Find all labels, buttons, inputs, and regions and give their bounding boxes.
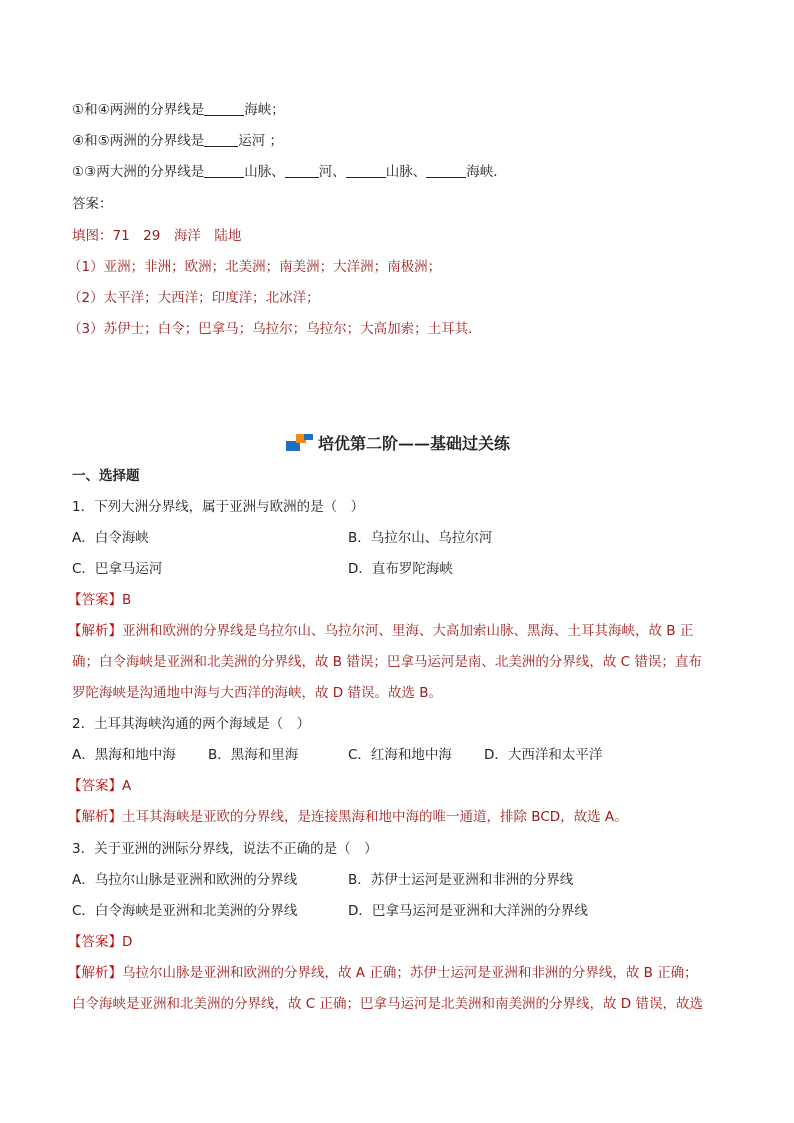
question-1-analysis-line-3: 罗陀海峡是沟通地中海与大西洋的海峡，故 D 错误。故选 B。 [72, 685, 443, 701]
question-2-option-a: A．黑海和地中海 [72, 747, 176, 763]
question-3-option-c: C．白令海峡是亚洲和北美洲的分界线 [72, 903, 298, 919]
analysis-label: 【解析】 [68, 809, 122, 825]
line-text: 河、 [318, 164, 346, 180]
line-text: 海峡； [244, 102, 285, 118]
line-text: 山脉、 [244, 164, 285, 180]
section-title-text: 培优第二阶——基础过关练 [317, 434, 510, 453]
analysis-text: 土耳其海峡是亚欧的分界线，是连接黑海和地中海的唯一通道，排除 BCD，故选 A。 [122, 809, 628, 825]
line-text: 山脉、 [385, 164, 427, 180]
fill-figure-answer: 填图：71 29 海洋 陆地 [72, 228, 242, 244]
analysis-text: 乌拉尔山脉是亚洲和欧洲的分界线，故 A 正确；苏伊士运河是亚洲和非洲的分界线，故 B 正确； [122, 965, 698, 981]
blank [346, 163, 386, 178]
blank [204, 101, 244, 116]
question-3-stem: 3．关于亚洲的洲际分界线，说法不正确的是（ ） [72, 841, 378, 857]
blank [285, 163, 319, 178]
section-title-icon [284, 432, 314, 452]
fill-line-3 [72, 162, 507, 182]
question-1-option-c: C．巴拿马运河 [72, 561, 163, 577]
analysis-label: 【解析】 [68, 965, 122, 981]
answer-heading: 答案： [72, 196, 113, 212]
fill-line-2 [72, 131, 283, 151]
section-title [0, 431, 794, 454]
question-1-analysis-line-2: 确；白令海峡是亚洲和北美洲的分界线，故 B 错误；巴拿马运河是南、北美洲的分界线，故 C 错误；直布 [72, 654, 702, 670]
question-2-option-c: C．红海和地中海 [348, 747, 452, 763]
answer-label: 【答案】 [68, 778, 122, 794]
question-2-stem: 2．土耳其海峡沟通的两个海域是（ ） [72, 716, 311, 732]
question-3-option-b: B．苏伊士运河是亚洲和非洲的分界线 [348, 872, 574, 888]
question-1-answer [68, 590, 131, 610]
answer-3: （3）苏伊士；白令；巴拿马；乌拉尔；乌拉尔；大高加索；土耳其． [68, 321, 482, 337]
question-3-option-a: A．乌拉尔山脉是亚洲和欧洲的分界线 [72, 872, 298, 888]
answer-1: （1）亚洲；非洲；欧洲；北美洲；南美洲；大洋洲；南极洲； [68, 259, 442, 275]
answer-label: 【答案】 [68, 592, 122, 608]
line-text: ①和④两洲的分界线是 [72, 102, 205, 118]
blank [204, 132, 238, 147]
question-1-analysis-line-1 [68, 621, 693, 641]
question-1-stem: 1．下列大洲分界线，属于亚洲与欧洲的是（ ） [72, 499, 365, 515]
answer-value: B [122, 592, 132, 608]
question-3-option-d: D．巴拿马运河是亚洲和大洋洲的分界线 [348, 903, 588, 919]
line-text: ①③两大洲的分界线是 [72, 164, 205, 180]
section-heading: 一、选择题 [72, 468, 140, 484]
question-3-analysis-line-1 [68, 963, 698, 983]
answer-2: （2）太平洋；大西洋；印度洋；北冰洋； [68, 290, 320, 306]
question-2-analysis-line-1 [68, 807, 628, 827]
question-2-option-b: B．黑海和里海 [208, 747, 299, 763]
line-text: 运河 ； [238, 133, 284, 149]
line-text: 海峡． [466, 164, 507, 180]
answer-value: D [122, 934, 133, 950]
answer-label: 【答案】 [68, 934, 122, 950]
question-1-option-a: A．白令海峡 [72, 530, 149, 546]
question-2-answer [68, 776, 131, 796]
question-2-option-d: D．大西洋和太平洋 [484, 747, 603, 763]
fill-line-1 [72, 100, 285, 120]
analysis-label: 【解析】 [68, 623, 122, 639]
question-3-analysis-line-2: 白令海峡是亚洲和北美洲的分界线，故 C 正确；巴拿马运河是北美洲和南美洲的分界线，故 D 错误，故选 [72, 996, 703, 1012]
question-1-option-b: B．乌拉尔山、乌拉尔河 [348, 530, 493, 546]
blank [204, 163, 244, 178]
answer-value: A [122, 778, 132, 794]
question-3-answer [68, 932, 132, 952]
analysis-text: 亚洲和欧洲的分界线是乌拉尔山、乌拉尔河、里海、大高加索山脉、黑海、土耳其海峡，故 B 正 [122, 623, 694, 639]
line-text: ④和⑤两洲的分界线是 [72, 133, 205, 149]
blank [426, 163, 466, 178]
question-1-option-d: D．直布罗陀海峡 [348, 561, 453, 577]
